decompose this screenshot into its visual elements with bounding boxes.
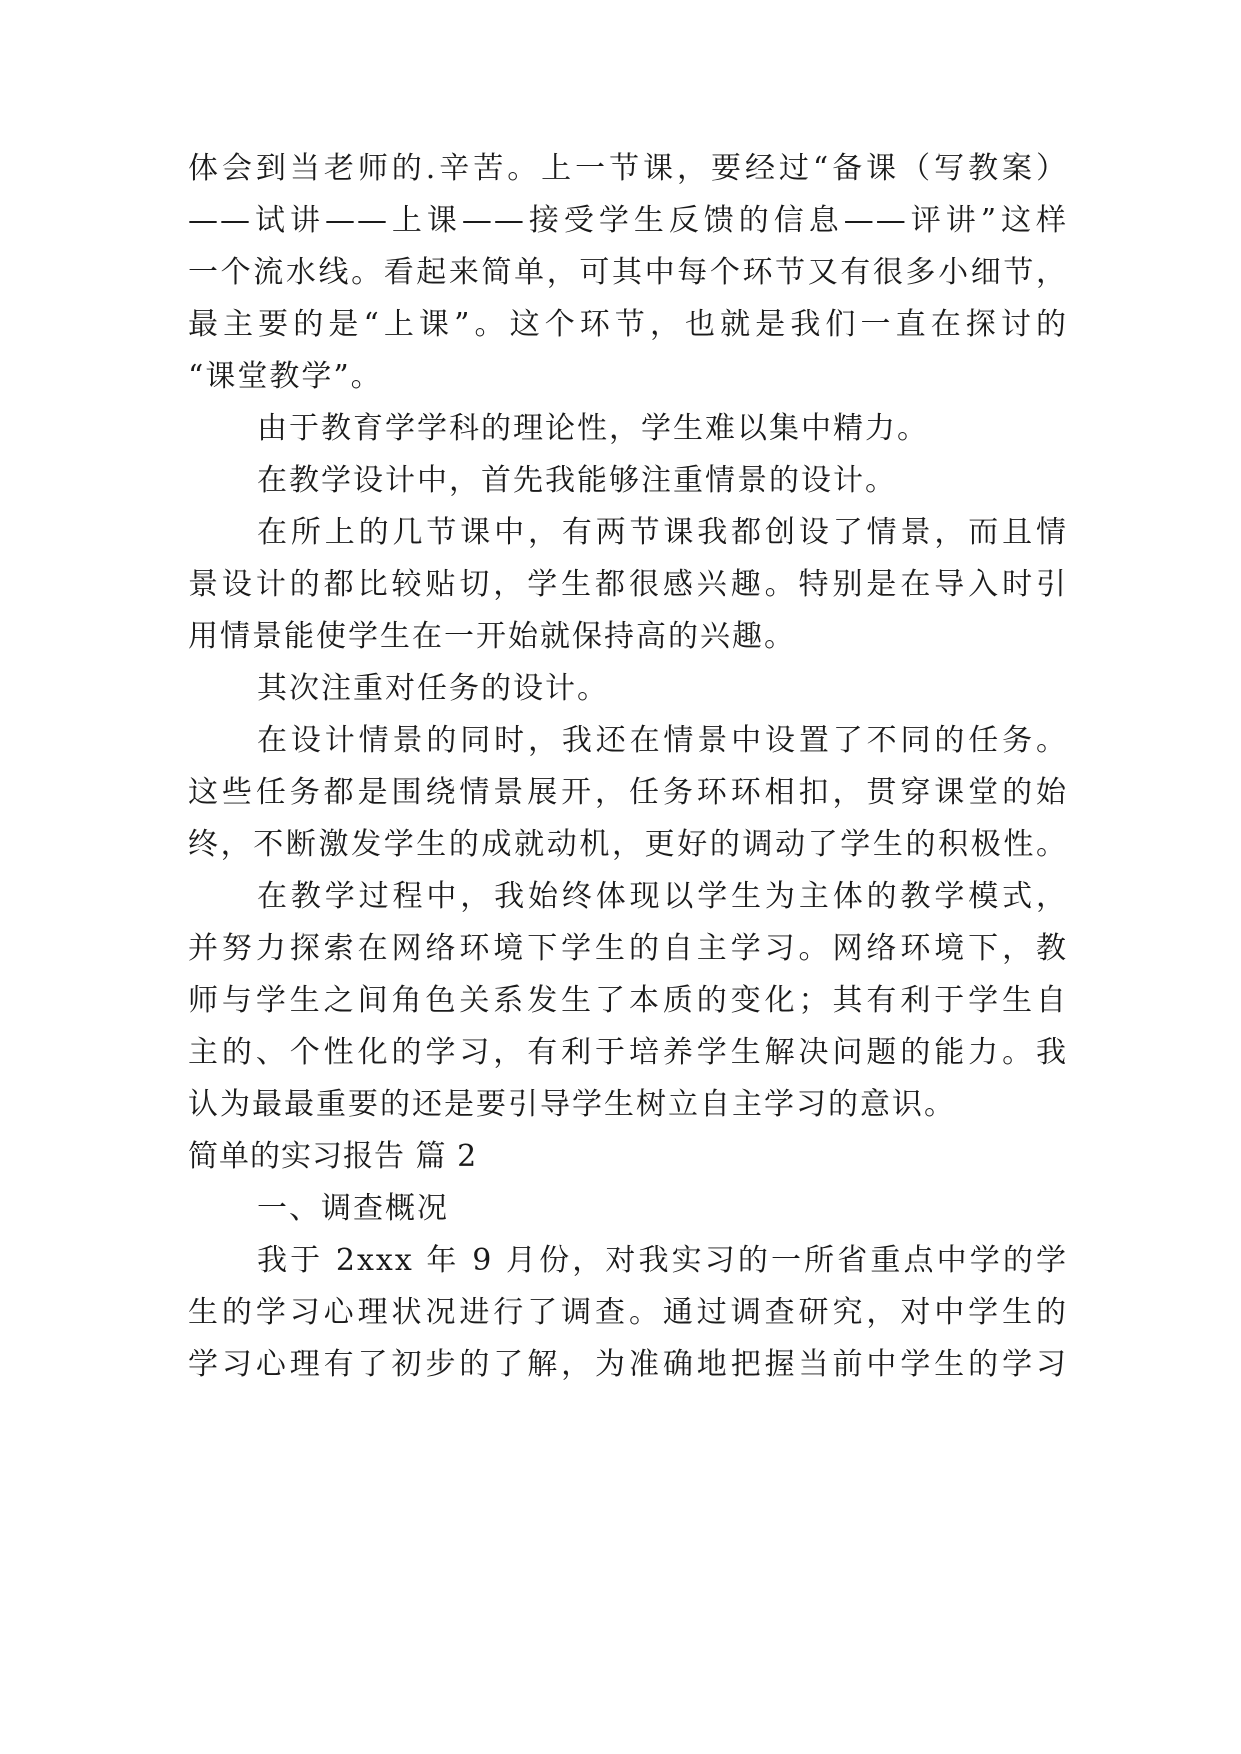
text-line: “课堂教学”。 — [188, 359, 383, 394]
paragraph-line: 在教学设计中，首先我能够注重情景的设计。 — [257, 463, 897, 498]
paragraph-line: 在设计情景的同时，我还在情景中设置了不同的任务。 — [257, 723, 1068, 758]
text-line: 师与学生之间角色关系发生了本质的变化；其有利于学生自 — [188, 983, 1068, 1018]
text-line: 用情景能使学生在一开始就保持高的兴趣。 — [188, 619, 796, 654]
paragraph-line: 我于 2xxx 年 9 月份，对我实习的一所省重点中学的学 — [257, 1243, 1068, 1278]
paragraph-line: 在所上的几节课中，有两节课我都创设了情景，而且情 — [257, 515, 1068, 550]
text-line: 这些任务都是围绕情景展开，任务环环相扣，贯穿课堂的始 — [188, 775, 1068, 810]
paragraph-line: 由于教育学学科的理论性，学生难以集中精力。 — [257, 411, 929, 446]
paragraph-line: 在教学过程中，我始终体现以学生为主体的教学模式， — [257, 879, 1068, 914]
subsection-heading: 一、调查概况 — [257, 1191, 449, 1226]
text-line: 一个流水线。看起来简单，可其中每个环节又有很多小细节， — [188, 255, 1068, 290]
text-line: 体会到当老师的.辛苦。上一节课，要经过“备课（写教案） — [188, 151, 1068, 186]
text-line: 认为最最重要的还是要引导学生树立自主学习的意识。 — [188, 1087, 956, 1122]
text-line: 终，不断激发学生的成就动机，更好的调动了学生的积极性。 — [188, 827, 1068, 862]
text-line: 并努力探索在网络环境下学生的自主学习。网络环境下，教 — [188, 931, 1068, 966]
text-line: 景设计的都比较贴切，学生都很感兴趣。特别是在导入时引 — [188, 567, 1068, 602]
text-line: ——试讲——上课——接受学生反馈的信息——评讲”这样 — [188, 203, 1068, 238]
text-line: 主的、个性化的学习，有利于培养学生解决问题的能力。我 — [188, 1035, 1068, 1070]
text-line: 学习心理有了初步的了解，为准确地把握当前中学生的学习 — [188, 1347, 1068, 1382]
section-heading: 简单的实习报告 篇 2 — [188, 1139, 478, 1174]
paragraph-line: 其次注重对任务的设计。 — [257, 671, 609, 706]
text-line: 最主要的是“上课”。这个环节，也就是我们一直在探讨的 — [188, 307, 1068, 342]
text-line: 生的学习心理状况进行了调查。通过调查研究，对中学生的 — [188, 1295, 1068, 1330]
